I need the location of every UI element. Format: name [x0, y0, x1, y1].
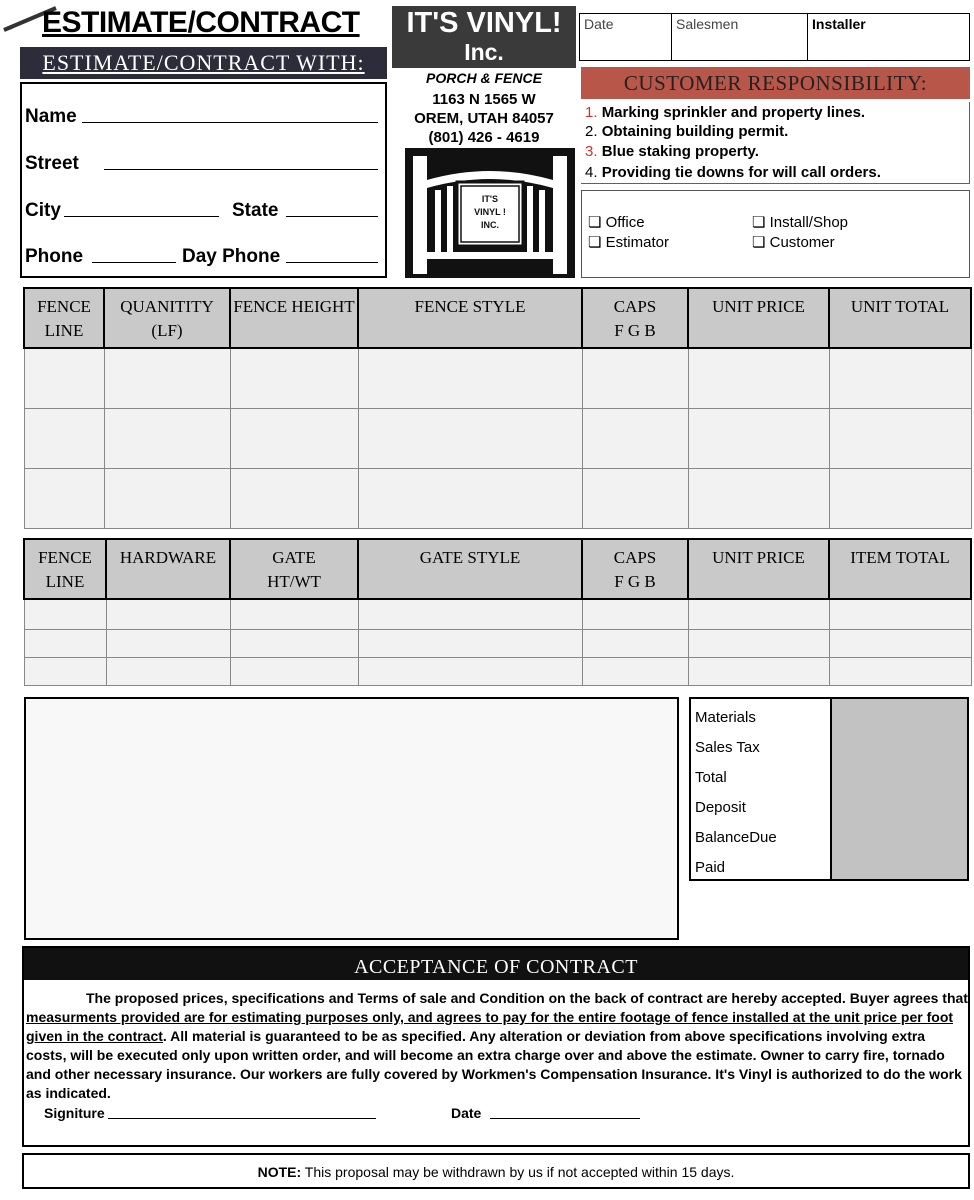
- fence-logo-icon: [405, 148, 575, 278]
- terms-text-underlined: measurments provided are for estimating purposes only, and agrees to pay for the entire footage of fence installed at the unit price per foot given in the contract: [26, 1009, 954, 1044]
- balance-due-value[interactable]: [830, 819, 967, 849]
- table-cell[interactable]: [358, 348, 582, 408]
- sales-tax-value[interactable]: [830, 729, 967, 759]
- notes-area[interactable]: [24, 697, 679, 940]
- deposit-row: [691, 789, 967, 819]
- table-cell[interactable]: [230, 468, 358, 528]
- table-cell[interactable]: [688, 629, 829, 657]
- totals-box: [689, 697, 969, 881]
- table-row: [24, 599, 971, 629]
- table-cell[interactable]: [688, 468, 829, 528]
- table-cell[interactable]: [688, 599, 829, 629]
- table-row: [24, 348, 971, 408]
- acceptance-terms: [26, 989, 968, 1103]
- sign-date-label: Date: [451, 1105, 482, 1121]
- balance-due-row: [691, 819, 967, 849]
- table-cell[interactable]: [582, 599, 688, 629]
- customer-checkbox[interactable]: [752, 233, 835, 251]
- day-phone-label: Day Phone: [182, 246, 281, 267]
- table-header-row: [24, 539, 971, 599]
- item-total-header: ITEM TOTAL: [829, 539, 971, 599]
- paid-value[interactable]: [830, 849, 967, 879]
- table-cell[interactable]: [230, 408, 358, 468]
- signature-label: Signiture: [44, 1105, 105, 1121]
- table-row: [24, 657, 971, 685]
- deposit-label: Deposit: [695, 799, 746, 816]
- street-label: Street: [25, 153, 79, 174]
- company-address: [392, 90, 576, 147]
- checkbox-icon: ❏: [588, 214, 602, 231]
- responsibility-item: 2. Obtaining building permit.: [585, 123, 789, 140]
- fence-table: [23, 287, 972, 529]
- total-value[interactable]: [830, 759, 967, 789]
- address-line-1: 1163 N 1565 W: [432, 91, 536, 108]
- company-suffix: Inc.: [464, 39, 504, 65]
- logo-text-3: INC.: [481, 220, 499, 230]
- table-cell[interactable]: [230, 657, 358, 685]
- address-line-2: OREM, UTAH 84057: [414, 110, 554, 127]
- table-cell[interactable]: [358, 468, 582, 528]
- responsibility-item: 3. Blue staking property.: [585, 143, 759, 160]
- phone-field[interactable]: [92, 262, 176, 263]
- checkbox-icon: ❏: [588, 234, 602, 251]
- company-tagline: PORCH & FENCE: [426, 70, 542, 86]
- total-label: Total: [695, 769, 727, 786]
- table-cell[interactable]: [230, 599, 358, 629]
- table-cell[interactable]: [582, 408, 688, 468]
- estimator-checkbox[interactable]: [588, 233, 669, 251]
- date-salesmen-installer-row: [579, 13, 970, 61]
- responsibility-item: 4. Providing tie downs for will call orders.: [585, 164, 881, 181]
- materials-label: Materials: [695, 709, 756, 726]
- table-cell[interactable]: [230, 348, 358, 408]
- table-cell[interactable]: [230, 629, 358, 657]
- city-label: City: [25, 200, 61, 221]
- table-header-row: [24, 288, 971, 348]
- table-cell[interactable]: [106, 629, 230, 657]
- table-cell[interactable]: [106, 599, 230, 629]
- note-body: This proposal may be withdrawn by us if not accepted within 15 days.: [301, 1164, 735, 1180]
- gate-header: GATE HT/WT: [230, 539, 358, 599]
- city-field[interactable]: [64, 216, 219, 217]
- table-cell[interactable]: [106, 657, 230, 685]
- responsibility-list: [581, 102, 970, 184]
- total-row: [691, 759, 967, 789]
- table-cell[interactable]: [829, 468, 971, 528]
- paid-row: [691, 849, 967, 879]
- quantity-header: QUANITITY (LF): [104, 288, 230, 348]
- installer-label: Installer: [812, 16, 866, 32]
- note-box: [22, 1153, 970, 1189]
- sales-tax-row: [691, 729, 967, 759]
- logo-text-2: VINYL !: [474, 207, 506, 217]
- unit-price-header: UNIT PRICE: [688, 288, 829, 348]
- company-name: IT'S VINYL!: [406, 7, 562, 39]
- table-cell[interactable]: [688, 657, 829, 685]
- checkbox-icon: ❏: [752, 214, 766, 231]
- table-row: [24, 468, 971, 528]
- paid-label: Paid: [695, 859, 726, 876]
- table-cell[interactable]: [829, 408, 971, 468]
- phone-label: Phone: [25, 246, 84, 267]
- table-cell[interactable]: [24, 599, 106, 629]
- note-text: [24, 1164, 968, 1180]
- fence-line-header: FENCE LINE: [24, 539, 106, 599]
- table-cell[interactable]: [582, 468, 688, 528]
- logo-text-1: IT'S: [481, 194, 499, 204]
- terms-text-1: The proposed prices, specifications and Terms of sale and Condition on the back of contract are hereby accepted. Buyer agrees that: [86, 990, 968, 1006]
- table-cell[interactable]: [24, 629, 106, 657]
- date-cell[interactable]: [580, 14, 672, 60]
- terms-text-2: . All material is guaranteed to be as specified. Any alteration or deviation from above specifications involving extra costs, will be executed only upon written order, and will become an extra charge over and above the estimate. Owner to carry fire, tornado and other necessary insurance. Our workers are fully covered by Workmen's Compensation Insurance. It's Vinyl is authorized to do the work as indicated.: [26, 1028, 962, 1101]
- responsibility-item: 1. Marking sprinkler and property lines.: [585, 104, 866, 121]
- fence-height-header: FENCE HEIGHT: [230, 288, 358, 348]
- table-cell[interactable]: [104, 408, 230, 468]
- install-shop-checkbox[interactable]: [752, 213, 848, 231]
- signature-field[interactable]: [108, 1118, 376, 1119]
- name-field[interactable]: [82, 122, 378, 123]
- estimate-with-banner: ESTIMATE/CONTRACT WITH:: [20, 47, 387, 79]
- table-cell[interactable]: [358, 629, 582, 657]
- salesmen-label: Salesmen: [676, 16, 739, 32]
- table-cell[interactable]: [24, 468, 104, 528]
- table-cell[interactable]: [829, 629, 971, 657]
- installer-cell[interactable]: [808, 14, 969, 60]
- table-cell[interactable]: [688, 348, 829, 408]
- office-label: Office: [605, 214, 645, 231]
- hardware-header: HARDWARE: [106, 539, 230, 599]
- gate-style-header: GATE STYLE: [358, 539, 582, 599]
- table-cell[interactable]: [358, 599, 582, 629]
- unit-total-header: UNIT TOTAL: [829, 288, 971, 348]
- acceptance-banner: ACCEPTANCE OF CONTRACT: [24, 948, 968, 980]
- customer-info-box: [20, 82, 387, 278]
- street-field[interactable]: [104, 169, 378, 170]
- customer-label: Customer: [769, 234, 835, 251]
- table-cell[interactable]: [358, 657, 582, 685]
- state-field[interactable]: [286, 216, 378, 217]
- table-cell[interactable]: [104, 348, 230, 408]
- table-cell[interactable]: [829, 599, 971, 629]
- materials-row: [691, 699, 967, 729]
- sign-date-field[interactable]: [490, 1118, 640, 1119]
- table-row: [24, 408, 971, 468]
- company-phone: (801) 426 - 4619: [428, 129, 540, 146]
- table-cell[interactable]: [582, 629, 688, 657]
- office-checkbox[interactable]: [588, 213, 645, 231]
- fence-line-header: FENCE LINE: [24, 288, 104, 348]
- table-cell[interactable]: [358, 408, 582, 468]
- table-cell[interactable]: [582, 657, 688, 685]
- checkbox-icon: ❏: [752, 234, 766, 251]
- install-shop-label: Install/Shop: [769, 214, 849, 231]
- caps-header: CAPS F G B: [582, 288, 688, 348]
- date-label: Date: [584, 16, 614, 32]
- name-label: Name: [25, 106, 77, 127]
- state-label: State: [232, 200, 279, 221]
- table-cell[interactable]: [24, 348, 104, 408]
- gate-table: [23, 538, 972, 686]
- table-cell[interactable]: [24, 657, 106, 685]
- page-title: ESTIMATE/CONTRACT: [42, 6, 360, 39]
- table-cell[interactable]: [582, 348, 688, 408]
- table-row: [24, 629, 971, 657]
- table-cell[interactable]: [829, 657, 971, 685]
- table-cell[interactable]: [24, 408, 104, 468]
- balance-due-label: BalanceDue: [695, 829, 777, 846]
- day-phone-field[interactable]: [286, 262, 378, 263]
- sales-tax-label: Sales Tax: [695, 739, 760, 756]
- caps-header: CAPS F G B: [582, 539, 688, 599]
- company-name-block: [392, 6, 576, 68]
- table-cell[interactable]: [688, 408, 829, 468]
- customer-responsibility-banner: CUSTOMER RESPONSIBILITY:: [581, 67, 970, 99]
- salesmen-cell[interactable]: [672, 14, 808, 60]
- copy-distribution-box: [581, 190, 970, 278]
- fence-style-header: FENCE STYLE: [358, 288, 582, 348]
- unit-price-header: UNIT PRICE: [688, 539, 829, 599]
- table-cell[interactable]: [829, 348, 971, 408]
- deposit-value[interactable]: [830, 789, 967, 819]
- materials-value[interactable]: [830, 699, 967, 729]
- estimator-label: Estimator: [605, 234, 669, 251]
- note-label: NOTE:: [257, 1164, 302, 1180]
- table-cell[interactable]: [104, 468, 230, 528]
